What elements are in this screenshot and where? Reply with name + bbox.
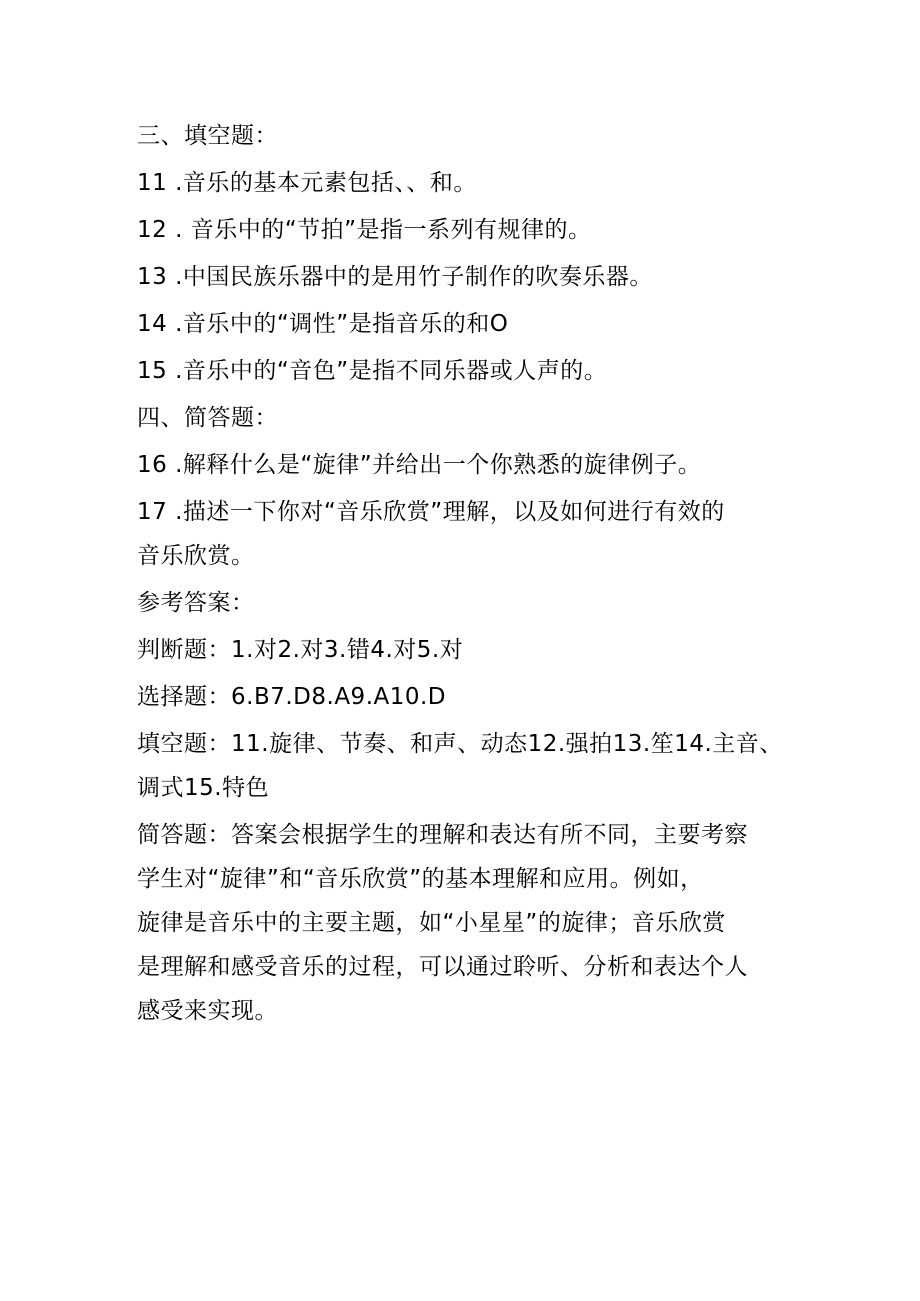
question-17-line-1: 17 .描述一下你对“音乐欣赏”理解，以及如何进行有效的 — [137, 499, 725, 525]
answers-fill-line-1: 填空题：11.旋律、节奏、和声、动态12.强拍13.笙14.主音、 — [137, 731, 783, 757]
question-16: 16 .解释什么是“旋律”并给出一个你熟悉的旋律例子。 — [137, 452, 702, 478]
answers-short-line-5: 感受来实现。 — [137, 998, 278, 1024]
answers-choice: 选择题：6.B7.D8.A9.A10.D — [137, 684, 447, 710]
question-13: 13 .中国民族乐器中的是用竹子制作的吹奏乐器。 — [137, 264, 653, 290]
question-14: 14 .音乐中的“调性”是指音乐的和O — [137, 311, 509, 337]
question-17-line-2: 音乐欣赏。 — [137, 543, 255, 569]
question-11: 11 .音乐的基本元素包括、、和。 — [137, 170, 477, 196]
section-heading-short-answer: 四、简答题： — [137, 405, 278, 431]
section-heading-fill-in: 三、填空题： — [137, 123, 278, 149]
question-12: 12 . 音乐中的“节拍”是指一系列有规律的。 — [137, 217, 592, 243]
document-page — [137, 120, 787, 1039]
answers-short-line-3: 旋律是音乐中的主要主题，如“小星星”的旋律；音乐欣赏 — [137, 910, 726, 936]
question-15: 15 .音乐中的“音色”是指不同乐器或人声的。 — [137, 358, 608, 384]
answers-short-line-1: 简答题：答案会根据学生的理解和表达有所不同，主要考察 — [137, 822, 748, 848]
answers-short-line-2: 学生对“旋律”和“音乐欣赏”的基本理解和应用。例如， — [137, 866, 704, 892]
answers-short-block — [137, 819, 787, 1027]
answers-judgment: 判断题：1.对2.对3.错4.对5.对 — [137, 637, 464, 663]
answers-heading: 参考答案： — [137, 590, 255, 616]
answers-short-line-4: 是理解和感受音乐的过程，可以通过聆听、分析和表达个人 — [137, 954, 748, 980]
answers-fill-line-2: 调式15.特色 — [137, 775, 270, 801]
